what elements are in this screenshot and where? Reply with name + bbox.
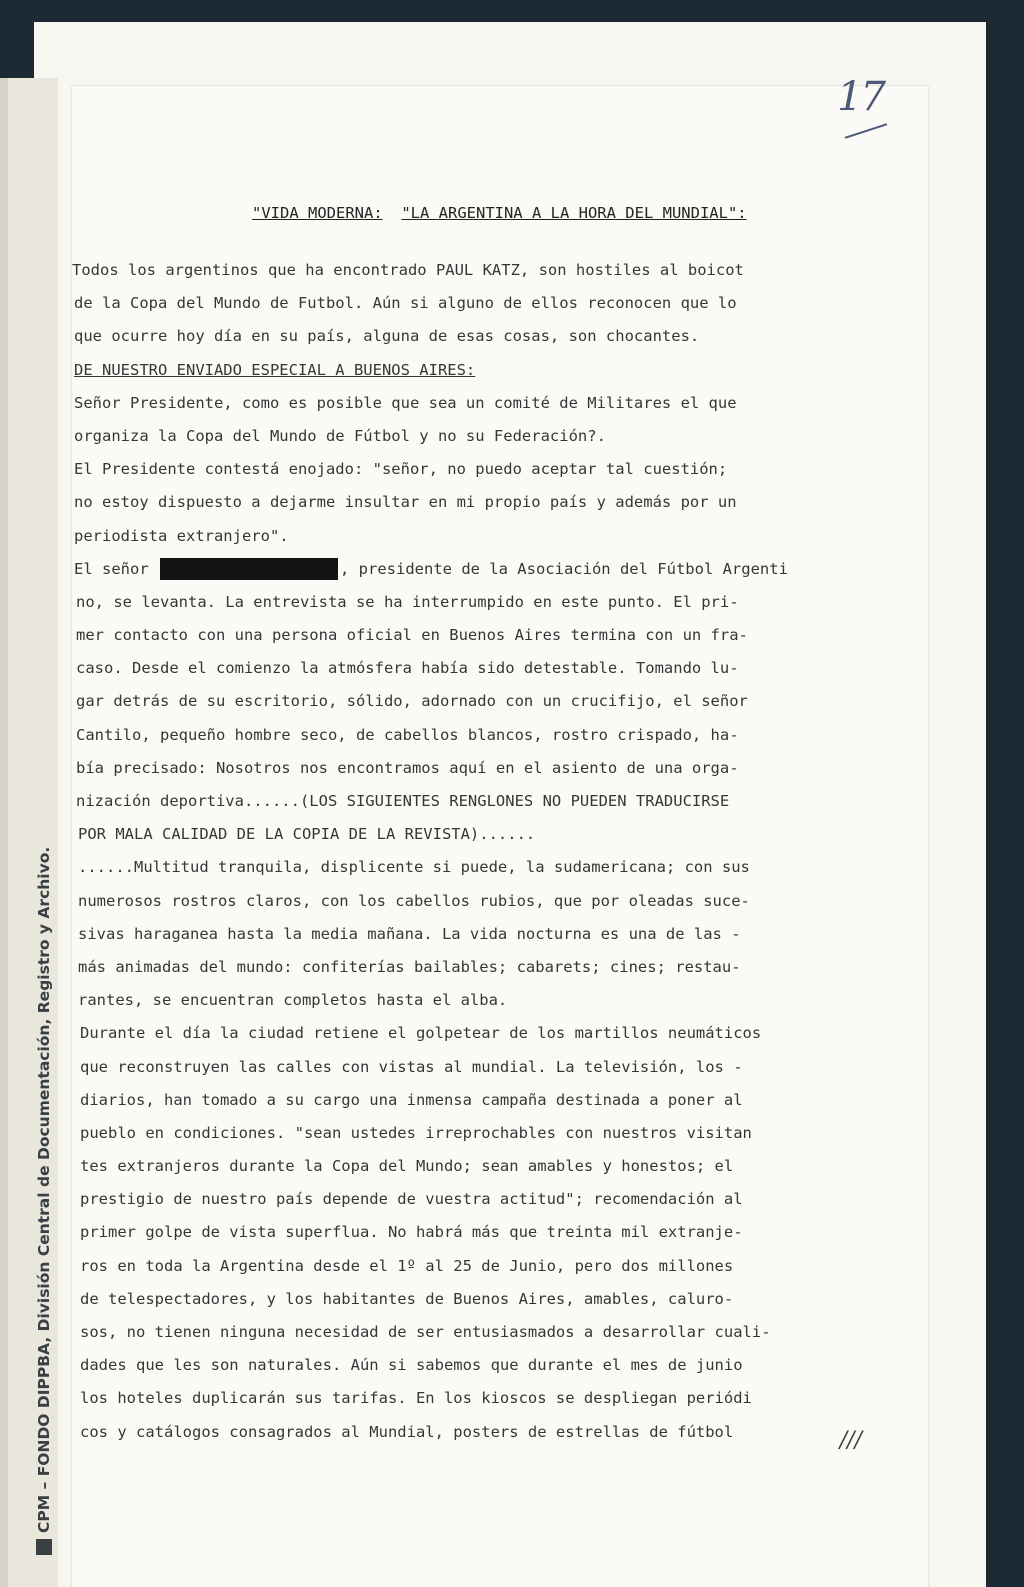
text-line-end: , presidente de la Asociación del Fútbol Argenti [340,559,788,578]
text-line-content: Todos los argentinos que ha encontrado PAUL KATZ, son hostiles al boicot [72,261,744,279]
text-line-content: más animadas del mundo: confiterías bailables; cabarets; cines; restau- [78,957,741,976]
text-line [72,1382,912,1415]
text-line-content: gar detrás de su escritorio, sólido, adornado con un crucifijo, el señor [76,692,748,711]
document-body [72,254,912,1449]
text-line [72,785,912,818]
text-line [72,254,912,287]
text-line-start: El señor [74,559,158,578]
text-line-content: Durante el día la ciudad retiene el golpetear de los martillos neumáticos [80,1024,762,1043]
text-line [72,1084,912,1117]
text-line [72,719,912,752]
text-line [72,420,912,453]
text-line-content: ros en toda la Argentina desde el 1º al 25 de Junio, pero dos millones [80,1256,734,1275]
text-line-content: no, se levanta. La entrevista se ha interrumpido en este punto. El pri- [76,592,739,611]
archive-caption [35,847,53,1555]
folio-underline [845,123,887,138]
text-line [72,984,912,1017]
text-line-content: cos y catálogos consagrados al Mundial, posters de estrellas de fútbol [80,1422,734,1441]
text-line [72,885,912,918]
text-line-content: Cantilo, pequeño hombre seco, de cabellos blancos, rostro crispado, ha- [76,725,739,744]
text-line-content: pueblo en condiciones. "sean ustedes irreprochables con nuestros visitan [80,1123,752,1142]
text-line [72,652,912,685]
text-line [72,1183,912,1216]
text-line-content: caso. Desde el comienzo la atmósfera había sido detestable. Tomando lu- [76,659,739,678]
text-line [72,1349,912,1382]
text-line [72,619,912,652]
text-line-content: los hoteles duplicarán sus tarifas. En los kioscos se despliegan periódi [80,1389,752,1408]
continuation-mark: /// [839,1428,862,1453]
text-line-content: tes extranjeros durante la Copa del Mundo; sean amables y honestos; el [80,1157,734,1176]
text-line-content: ......Multitud tranquila, displicente si puede, la sudamericana; con sus [78,858,750,877]
text-line [72,1283,912,1316]
text-line [72,818,912,851]
text-line-content: prestigio de nuestro país depende de vuestra actitud"; recomendación al [80,1190,743,1209]
title-left: "VIDA MODERNA: [252,204,383,222]
text-line [72,520,912,553]
text-line-content: numerosos rostros claros, con los cabellos rubios, que por oleadas suce- [78,891,750,910]
text-line-content: sos, no tienen ninguna necesidad de ser entusiasmados a desarrollar cuali- [80,1323,771,1341]
text-line-content: que reconstruyen las calles con vistas al mundial. La televisión, los - [80,1057,743,1076]
text-line [72,752,912,785]
text-line [72,453,912,486]
redaction-block [160,558,338,580]
text-line-content: periodista extranjero". [74,526,289,545]
text-line [72,1250,912,1283]
text-line-content: organiza la Copa del Mundo de Fútbol y no su Federación?. [74,426,606,445]
text-line [72,851,912,884]
text-line [72,486,912,519]
text-line [72,918,912,951]
text-line-content: bía precisado: Nosotros nos encontramos aquí en el asiento de una orga- [76,758,739,777]
text-line [72,951,912,984]
cover-edge [0,78,8,1587]
text-line [72,685,912,718]
document-title [252,204,747,222]
text-line-content: rantes, se encuentran completos hasta el alba. [78,991,508,1010]
text-line [72,1316,912,1349]
text-line-content: POR MALA CALIDAD DE LA COPIA DE LA REVISTA)...... [78,825,536,844]
folio-number: 17 [837,74,884,120]
text-line-content: nización deportiva......(LOS SIGUIENTES RENGLONES NO PUEDEN TRADUCIRSE [76,792,730,810]
text-line-content: mer contacto con una persona oficial en Buenos Aires termina con un fra- [76,626,748,645]
text-line [72,553,912,586]
text-line [72,1216,912,1249]
text-line-content: Señor Presidente, como es posible que sea un comité de Militares el que [74,393,737,412]
title-right: "LA ARGENTINA A LA HORA DEL MUNDIAL": [401,204,747,222]
archive-square-icon [36,1539,52,1555]
text-line [72,320,912,353]
text-line-content: que ocurre hoy día en su país, alguna de esas cosas, son chocantes. [74,327,700,346]
text-line-content: sivas haraganea hasta la media mañana. La vida nocturna es una de las - [78,924,741,943]
archive-caption-text: CPM – FONDO DIPPBA, División Central de Documentación, Registro y Archivo. [35,846,53,1533]
text-line-content: El Presidente contestá enojado: "señor, no puedo aceptar tal cuestión; [74,460,728,479]
text-line-content: no estoy dispuesto a dejarme insultar en mi propio país y además por un [74,493,737,512]
text-line [72,586,912,619]
text-line [72,387,912,420]
text-line [72,1150,912,1183]
text-line [72,287,912,320]
text-line-content: de telespectadores, y los habitantes de Buenos Aires, amables, caluro- [80,1289,734,1308]
text-line-content: DE NUESTRO ENVIADO ESPECIAL A BUENOS AIRES: [74,360,476,379]
text-line [72,1051,912,1084]
text-line [72,1416,912,1449]
typed-page [72,74,928,1587]
text-line [72,1117,912,1150]
text-line-content: de la Copa del Mundo de Futbol. Aún si alguno de ellos reconocen que lo [74,294,737,313]
text-line [72,354,912,387]
text-line-content: dades que les son naturales. Aún si sabemos que durante el mes de junio [80,1356,743,1375]
text-line-content: diarios, han tomado a su cargo una inmensa campaña destinada a poner al [80,1090,743,1109]
text-line-content: primer golpe de vista superflua. No habrá más que treinta mil extranje- [80,1223,743,1242]
text-line [72,1017,912,1050]
